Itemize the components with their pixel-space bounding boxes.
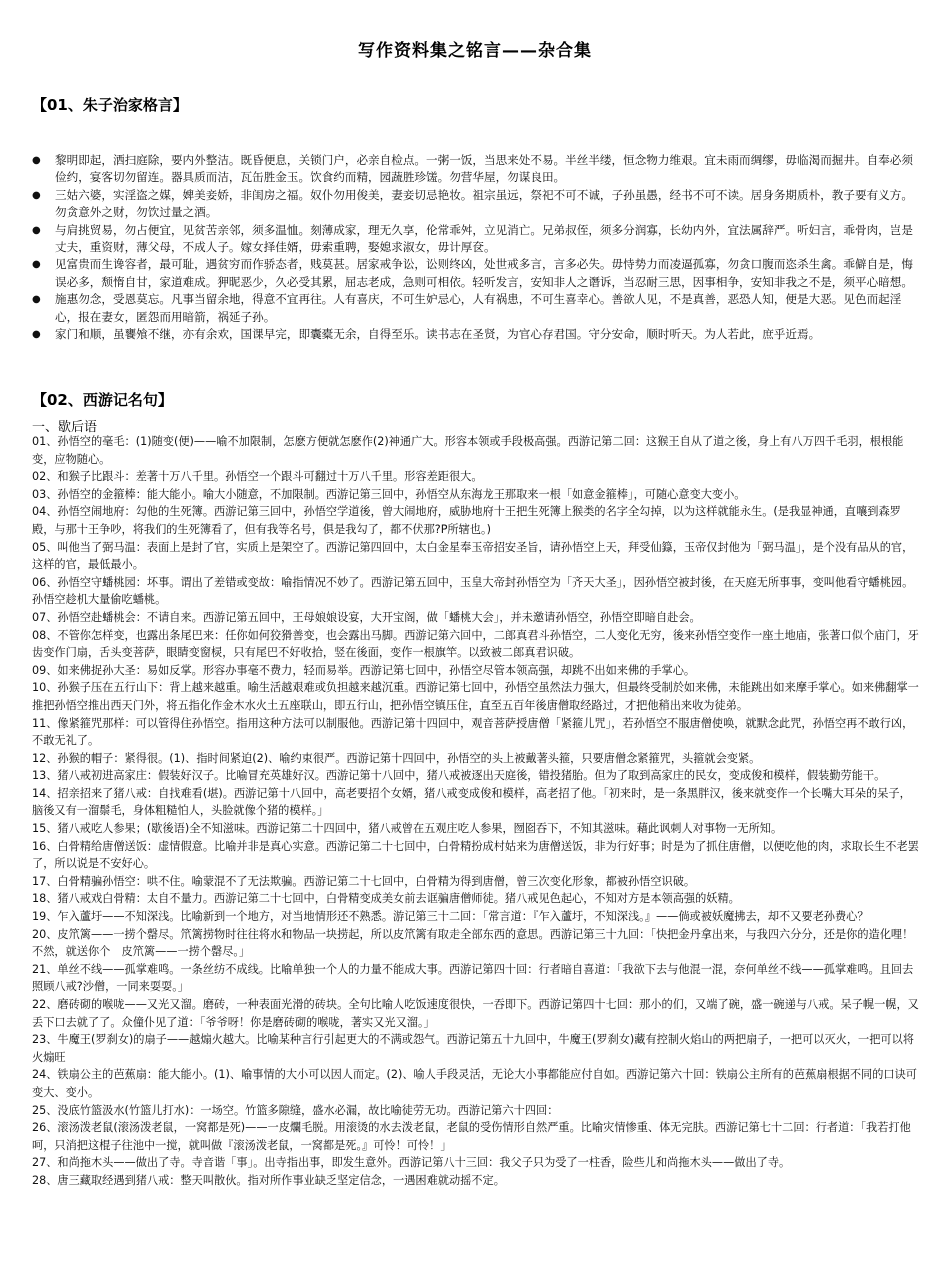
list-item: 11、像紧箍咒那样：可以管得住孙悟空。指用这种方法可以制服他。西游记第十四回中，观音菩萨授唐僧「紧箍儿咒」，若孙悟空不服唐僧使唤，就默念此咒，孙悟空再不敢行凶，不敢无礼了。: [32, 716, 914, 748]
list-item: [30, 291, 922, 326]
list-item: [30, 152, 922, 187]
list-item: 27、和尚拖木头——做出了寺。寺音谐「事」。出寺指出事，即发生意外。西游记第八十三回：我父子只为受了一柱香，险些儿和尚拖木头——做出了寺。: [32, 1156, 791, 1170]
list-item: 09、如来佛捉孙大圣：易如反掌。形容办事毫不费力，轻而易举。西游记第七回中，孙悟空尽管本领高强，却跳不出如来佛的手掌心。: [32, 663, 696, 677]
bullet-icon: ●: [32, 259, 41, 271]
list-item: 07、孙悟空赴蟠桃会：不请自来。西游记第五回中，王母娘娘设宴，大开宝阁，做「蟠桃大会」，并未邀请孙悟空，孙悟空即暗自赴会。: [32, 610, 701, 624]
bullet-icon: ●: [32, 294, 41, 306]
list-item: 01、孙悟空的毫毛：(1)随变(便)——喻不加限制，怎麽方便就怎麽作(2)神通广大。形容本领或手段极高强。西游记第二回：这猴王自从了道之後，身上有八万四千毛羽，根根能变，应物随心。: [32, 435, 904, 466]
list-item-text: 施惠勿念，受恩莫忘。凡事当留余地，得意不宜再往。人有喜庆，不可生妒忌心，人有祸患，不可生喜幸心。善欲人见，不是真善，恶恐人知，便是大恶。见色而起淫心，报在妻女，匿怨而用暗箭，祸延子孙。: [55, 292, 902, 324]
list-item: 21、单丝不线——孤掌难鸣。一条丝纺不成线。比喻单独一个人的力量不能成大事。西游记第四十回：行者暗自喜道：「我欲下去与他混一混，奈何单丝不线——孤掌难鸣。且回去照顾八戒?沙僧，一同来耍耍。」: [32, 962, 914, 994]
zhuzi-maxims-list: [30, 152, 922, 343]
list-item-text: 黎明即起，洒扫庭除，要内外整洁。既昏便息，关锁门户，必亲自检点。一粥一饭，当思来处不易。半丝半缕，恒念物力维艰。宜未雨而绸缪，毋临渴而掘井。自奉必须俭约，宴客切勿留连。器具质而洁，瓦缶胜金玉。饮食约而精，园蔬胜珍馐。勿营华屋，勿谋良田。: [55, 153, 913, 185]
list-item: 26、滚汤泼老鼠(滚汤泼老鼠，一窝都是死)——一皮爛毛脱。用滚烫的水去泼老鼠，老鼠的受伤情形自然严重。比喻灾情惨重、体无完肤。西游记第七十二回：行者道：「我若打他呵，只消把这棍子往池中一搅，就叫做『滚汤泼老鼠，一窝都是死。』可怜！可怜！」: [32, 1121, 911, 1152]
list-item: 06、孙悟空守蟠桃园：坏事。谓出了差错或变故：喻指情况不妙了。西游记第五回中，玉皇大帝封孙悟空为「齐天大圣」，因孙悟空被封後，在天庭无所事事，变叫他看守蟠桃园。孙悟空趁机大量偷吃蟠桃。: [32, 575, 914, 607]
list-item: 22、磨砖砌的喉咙——又光又溜。磨砖，一种表面光滑的砖块。全句比喻人吃饭速度很快，一吞即下。西游记第四十七回：那小的们，又端了碗，盛一碗递与八戒。呆子幌一幌，又丢下口去就了了。众僮仆见了道：「爷爷呀！你是磨砖砌的喉咙，著实又光又溜。」: [32, 998, 919, 1029]
list-item: [30, 326, 922, 343]
list-item: 04、孙悟空闹地府：勾他的生死簿。西游记第三回中，孙悟空学道後，曾大闹地府，威胁地府十王把生死簿上猴类的名字全勾掉，以为这样就能永生。(是我显神通，直嚷到森罗殿，与那十王争吵，将我们的生死簿看了，但有我等名号，俱是我勾了，都不伏那?P所辖也。): [32, 505, 901, 536]
list-item: [30, 256, 922, 291]
list-item: 20、皮笊篱——一捞个罄尽。笊篱捞物时往往将水和物品一块捞起，所以皮笊篱有取走全部东西的意思。西游记第三十九回：「快把金丹拿出来，与我四六分分，还是你的造化哩！不然，就送你个 皮笊篱——一捞个罄尽。」: [32, 927, 914, 959]
list-item-text: 家门和顺，虽饔飧不继，亦有余欢，国课早完，即囊橐无余，自得至乐。读书志在圣贤，为官心存君国。守分安命，顺时听天。为人若此，庶乎近焉。: [55, 327, 821, 342]
list-item: 03、孙悟空的金箍棒：能大能小。喻大小随意，不加限制。西游记第三回中，孙悟空从东海龙王那取来一根「如意金箍棒」，可随心意变大变小。: [32, 487, 746, 501]
list-item: 17、白骨精骗孙悟空：哄不住。喻蒙混不了无法欺骗。西游记第二十七回中，白骨精为得到唐僧，曾三次变化形象，都被孙悟空识破。: [32, 874, 696, 888]
xiehouyu-list: [32, 433, 920, 1190]
list-item: 18、猪八戒戏白骨精：太自不量力。西游记第二十七回中，白骨精变成美女前去诓骗唐僧师徒。猪八戒见色起心，不知对方是本领高强的妖精。: [32, 892, 740, 906]
subsection-heading: 一、歇后语: [32, 420, 98, 435]
bullet-icon: ●: [32, 224, 41, 236]
list-item: 14、招亲招来了猪八戒：自找难看(堪)。西游记第十八回中，高老要招个女婿，猪八戒变成俊和模样，高老招了他。「初来时，是一条黑胖汉，後来就变作一个长嘴大耳朵的呆子，脑後又有一溜鬃毛，身体粗糙怕人，头脸就像个猪的模样。」: [32, 786, 911, 818]
bullet-icon: ●: [32, 329, 41, 341]
list-item: [30, 187, 922, 222]
list-item: 13、猪八戒初进高家庄：假装好汉子。比喻冒充英雄好汉。西游记第十八回中，猪八戒被逐出天庭後，错投猪胎。但为了取到高家庄的民女，变成俊和模样，假装勤劳能干。: [32, 769, 886, 783]
list-item: 05、叫他当了弼马温：表面上是封了官，实质上是架空了。西游记第四回中，太白金星奉玉帝招安圣旨，请孙悟空上天，拜受仙籙，玉帝仅封他为「弼马温」，是个没有品从的官，这样的官，最低最小。: [32, 540, 914, 572]
bullet-icon: ●: [32, 189, 41, 201]
list-item: 16、白骨精给唐僧送饭：虚情假意。比喻并非是真心实意。西游记第二十七回中，白骨精扮成村姑来为唐僧送饭，非为行好事；时是为了抓住唐僧，以便吃他的肉，求取长生不老罢了，所以说是不安好心。: [32, 839, 919, 871]
section-heading-zhuzi: 【01、朱子治家格言】: [32, 96, 188, 114]
list-item: 02、和猴子比跟斗：差著十万八千里。孙悟空一个跟斗可翻过十万八千里。形容差距很大。: [32, 470, 483, 484]
list-item-text: 三姑六婆，实淫盗之媒，婢美妾娇，非闺房之福。奴仆勿用俊美，妻妾切忌艳妆。祖宗虽远，祭祀不可不诚，子孙虽愚，经书不可不读。居身务期质朴，教子要有义方。勿贪意外之财，勿饮过量之酒。: [55, 187, 913, 220]
list-item: 19、乍入蘆圩——不知深浅。比喻新到一个地方，对当地情形还不熟悉。游记第三十二回：「常言道：『乍入蘆圩，不知深浅。』——倘或被妖魔拂去，却不又要老孙费心？: [32, 910, 869, 924]
list-item: 25、没底竹篮汲水(竹篮儿打水)：一场空。竹篮多隙缝，盛水必漏，故比喻徒劳无功。西游记第六十四回：: [32, 1103, 559, 1117]
list-item: 12、孙猴的帽子：紧得很。(1)、指时间紧迫(2)、喻约束很严。西游记第十四回中，孙悟空的头上被戴著头箍，只要唐僧念紧箍咒，头箍就会变紧。: [32, 751, 761, 765]
list-item: 10、孙猴子压在五行山下：背上越来越重。喻生活越艰难或负担越来越沉重。西游记第七回中，孙悟空虽然法力强大，但最终受制於如来佛，未能跳出如来摩手掌心。如来佛翻掌一推把孙悟空推出西天门外，将五指化作金木水火土五座联山，即五行山，把孙悟空镇压住，直至五百年後唐僧取经路过，才把他稍出来收为徒弟。: [32, 681, 919, 712]
list-item: 15、猪八戒吃人参果；(歇後语)全不知滋味。西游记第二十四回中，猪八戒曾在五观庄吃人参果，囫囵吞下，不知其滋味。藉此讽刺人对事物一无所知。: [32, 822, 783, 836]
list-item-text: 与肩挑贸易，勿占便宜，见贫苦亲邻，须多温恤。刻薄成家，理无久享，伦常乖舛，立见消亡。兄弟叔侄，须多分润寡，长幼内外，宜法属辞严。听妇言，乖骨肉，岂是丈夫，重资财，薄父母，不成人子。嫁女择佳婿，毋索重聘，娶媳求淑女，毋计厚奁。: [55, 222, 913, 255]
list-item: 08、不管你怎样变，也露出条尾巴来：任你如何狡猾善变，也会露出马脚。西游记第六回中，二郎真君斗孙悟空，二人变化无穷，後来孙悟空变作一座土地庙，张著口似个庙门，牙齿变作门扇，舌头变菩萨，眼睛变窗棂，只有尾巴不好收拾，竖在後面，变作一根旗竿。以致被二郎真君识破。: [32, 628, 919, 660]
list-item: 24、铁扇公主的芭蕉扇：能大能小。(1)、喻事情的大小可以因人而定。(2)、喻人手段灵活，无论大小事都能应付自如。西游记第六十回：铁扇公主所有的芭蕉扇根据不同的口诀可变大、变小。: [32, 1068, 917, 1099]
section-heading-xiyouji: 【02、西游记名句】: [32, 391, 173, 409]
list-item-text: 见富贵而生谗容者，最可耻，遇贫穷而作骄态者，贱莫甚。居家戒争讼，讼则终凶，处世戒多言，言多必失。毋恃势力而凌逼孤寡，勿贪口腹而恣杀生禽。乖僻自是，悔误必多，颓惰自甘，家道难成。狎昵恶少，久必受其累，屈志老成，急则可相依。轻听发言，安知非人之谮诉，当忍耐三思，因事相争，安知非我之不是，须平心暗想。: [55, 257, 913, 289]
list-item: 28、唐三藏取经遇到猪八戒：整天叫散伙。指对所作事业缺乏坚定信念，一遇困难就动摇不定。: [32, 1173, 505, 1187]
list-item: 23、牛魔王(罗刹女)的扇子——越煽火越大。比喻某种言行引起更大的不满或怨气。西游记第五十九回中，牛魔王(罗刹女)藏有控制火焰山的两把扇子，一把可以灭火，一把可以将火煽旺: [32, 1033, 914, 1064]
bullet-icon: ●: [32, 155, 41, 166]
document-title: 写作资料集之铭言——杂合集: [358, 41, 592, 61]
list-item: [30, 222, 922, 257]
